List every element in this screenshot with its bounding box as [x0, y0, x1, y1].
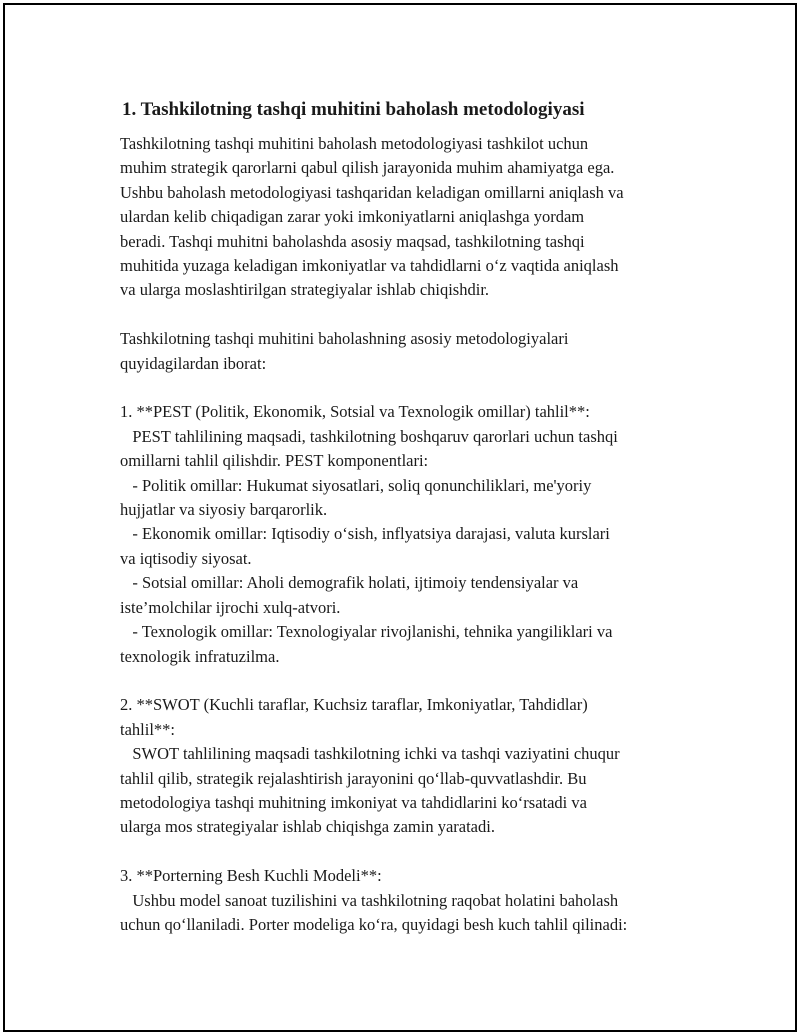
text-line: muhitida yuzaga keladigan imkoniyatlar va tahdidlarni o‘z vaqtida aniqlash [120, 256, 619, 276]
text-line: ularga mos strategiyalar ishlab chiqishga zamin yaratadi. [120, 817, 495, 837]
text-line: va ularga moslashtirilgan strategiyalar ishlab chiqishdir. [120, 280, 490, 300]
text-line: metodologiya tashqi muhitning imkoniyat va tahdidlarini ko‘rsatadi va [120, 792, 587, 812]
blank-line [120, 303, 710, 327]
text-line: 2. **SWOT (Kuchli taraflar, Kuchsiz taraflar, Imkoniyatlar, Tahdidlar) [120, 695, 588, 715]
text-line: beradi. Tashqi muhitni baholashda asosiy maqsad, tashkilotning tashqi [120, 231, 585, 251]
text-line: SWOT tahlilining maqsadi tashkilotning ichki va tashqi vaziyatini chuqur [120, 744, 620, 764]
text-line: 3. **Porterning Besh Kuchli Modeli**: [120, 866, 382, 886]
text-line: iste’molchilar ijrochi xulq-atvori. [120, 597, 341, 617]
blank-line [120, 376, 710, 400]
text-line: tahlil**: [120, 719, 175, 739]
text-line: PEST tahlilining maqsadi, tashkilotning boshqaruv qarorlari uchun tashqi [120, 426, 618, 446]
text-line: va iqtisodiy siyosat. [120, 548, 252, 568]
blank-line [120, 840, 710, 864]
page-frame [3, 3, 797, 1032]
blank-line [120, 669, 710, 693]
text-line: tahlil qilib, strategik rejalashtirish jarayonini qo‘llab-quvvatlashdir. Bu [120, 768, 587, 788]
text-line: omillarni tahlil qilishdir. PEST komponentlari: [120, 451, 429, 471]
text-line: quyidagilardan iborat: [120, 353, 267, 373]
text-line: - Ekonomik omillar: Iqtisodiy o‘sish, inflyatsiya darajasi, valuta kurslari [120, 524, 610, 544]
document-text [120, 132, 710, 937]
text-line: Tashkilotning tashqi muhitini baholash metodologiyasi tashkilot uchun [120, 134, 589, 153]
text-line: ulardan kelib chiqadigan zarar yoki imkoniyatlarni aniqlashga yordam [120, 207, 585, 227]
text-line: texnologik infratuzilma. [120, 646, 280, 666]
document-title: 1. Tashkilotning tashqi muhitini baholash metodologiyasi [122, 99, 585, 120]
text-line: 1. **PEST (Politik, Ekonomik, Sotsial va Texnologik omillar) tahlil**: [120, 402, 590, 422]
text-line: - Texnologik omillar: Texnologiyalar rivojlanishi, tehnika yangiliklari va [120, 622, 613, 642]
document-body [120, 98, 710, 937]
text-line: hujjatlar va siyosiy barqarorlik. [120, 500, 328, 520]
text-line: Ushbu baholash metodologiyasi tashqaridan keladigan omillarni aniqlash va [120, 182, 624, 202]
text-line: Tashkilotning tashqi muhitini baholashning asosiy metodologiyalari [120, 329, 569, 349]
text-line: - Politik omillar: Hukumat siyosatlari, soliq qonunchiliklari, me'yoriy [120, 475, 592, 495]
text-line: muhim strategik qarorlarni qabul qilish jarayonida muhim ahamiyatga ega. [120, 158, 615, 178]
text-line: - Sotsial omillar: Aholi demografik holati, ijtimoiy tendensiyalar va [120, 573, 579, 593]
text-line: uchun qo‘llaniladi. Porter modeliga ko‘ra, quyidagi besh kuch tahlil qilinadi: [120, 914, 628, 934]
text-line: Ushbu model sanoat tuzilishini va tashkilotning raqobat holatini baholash [120, 890, 619, 910]
